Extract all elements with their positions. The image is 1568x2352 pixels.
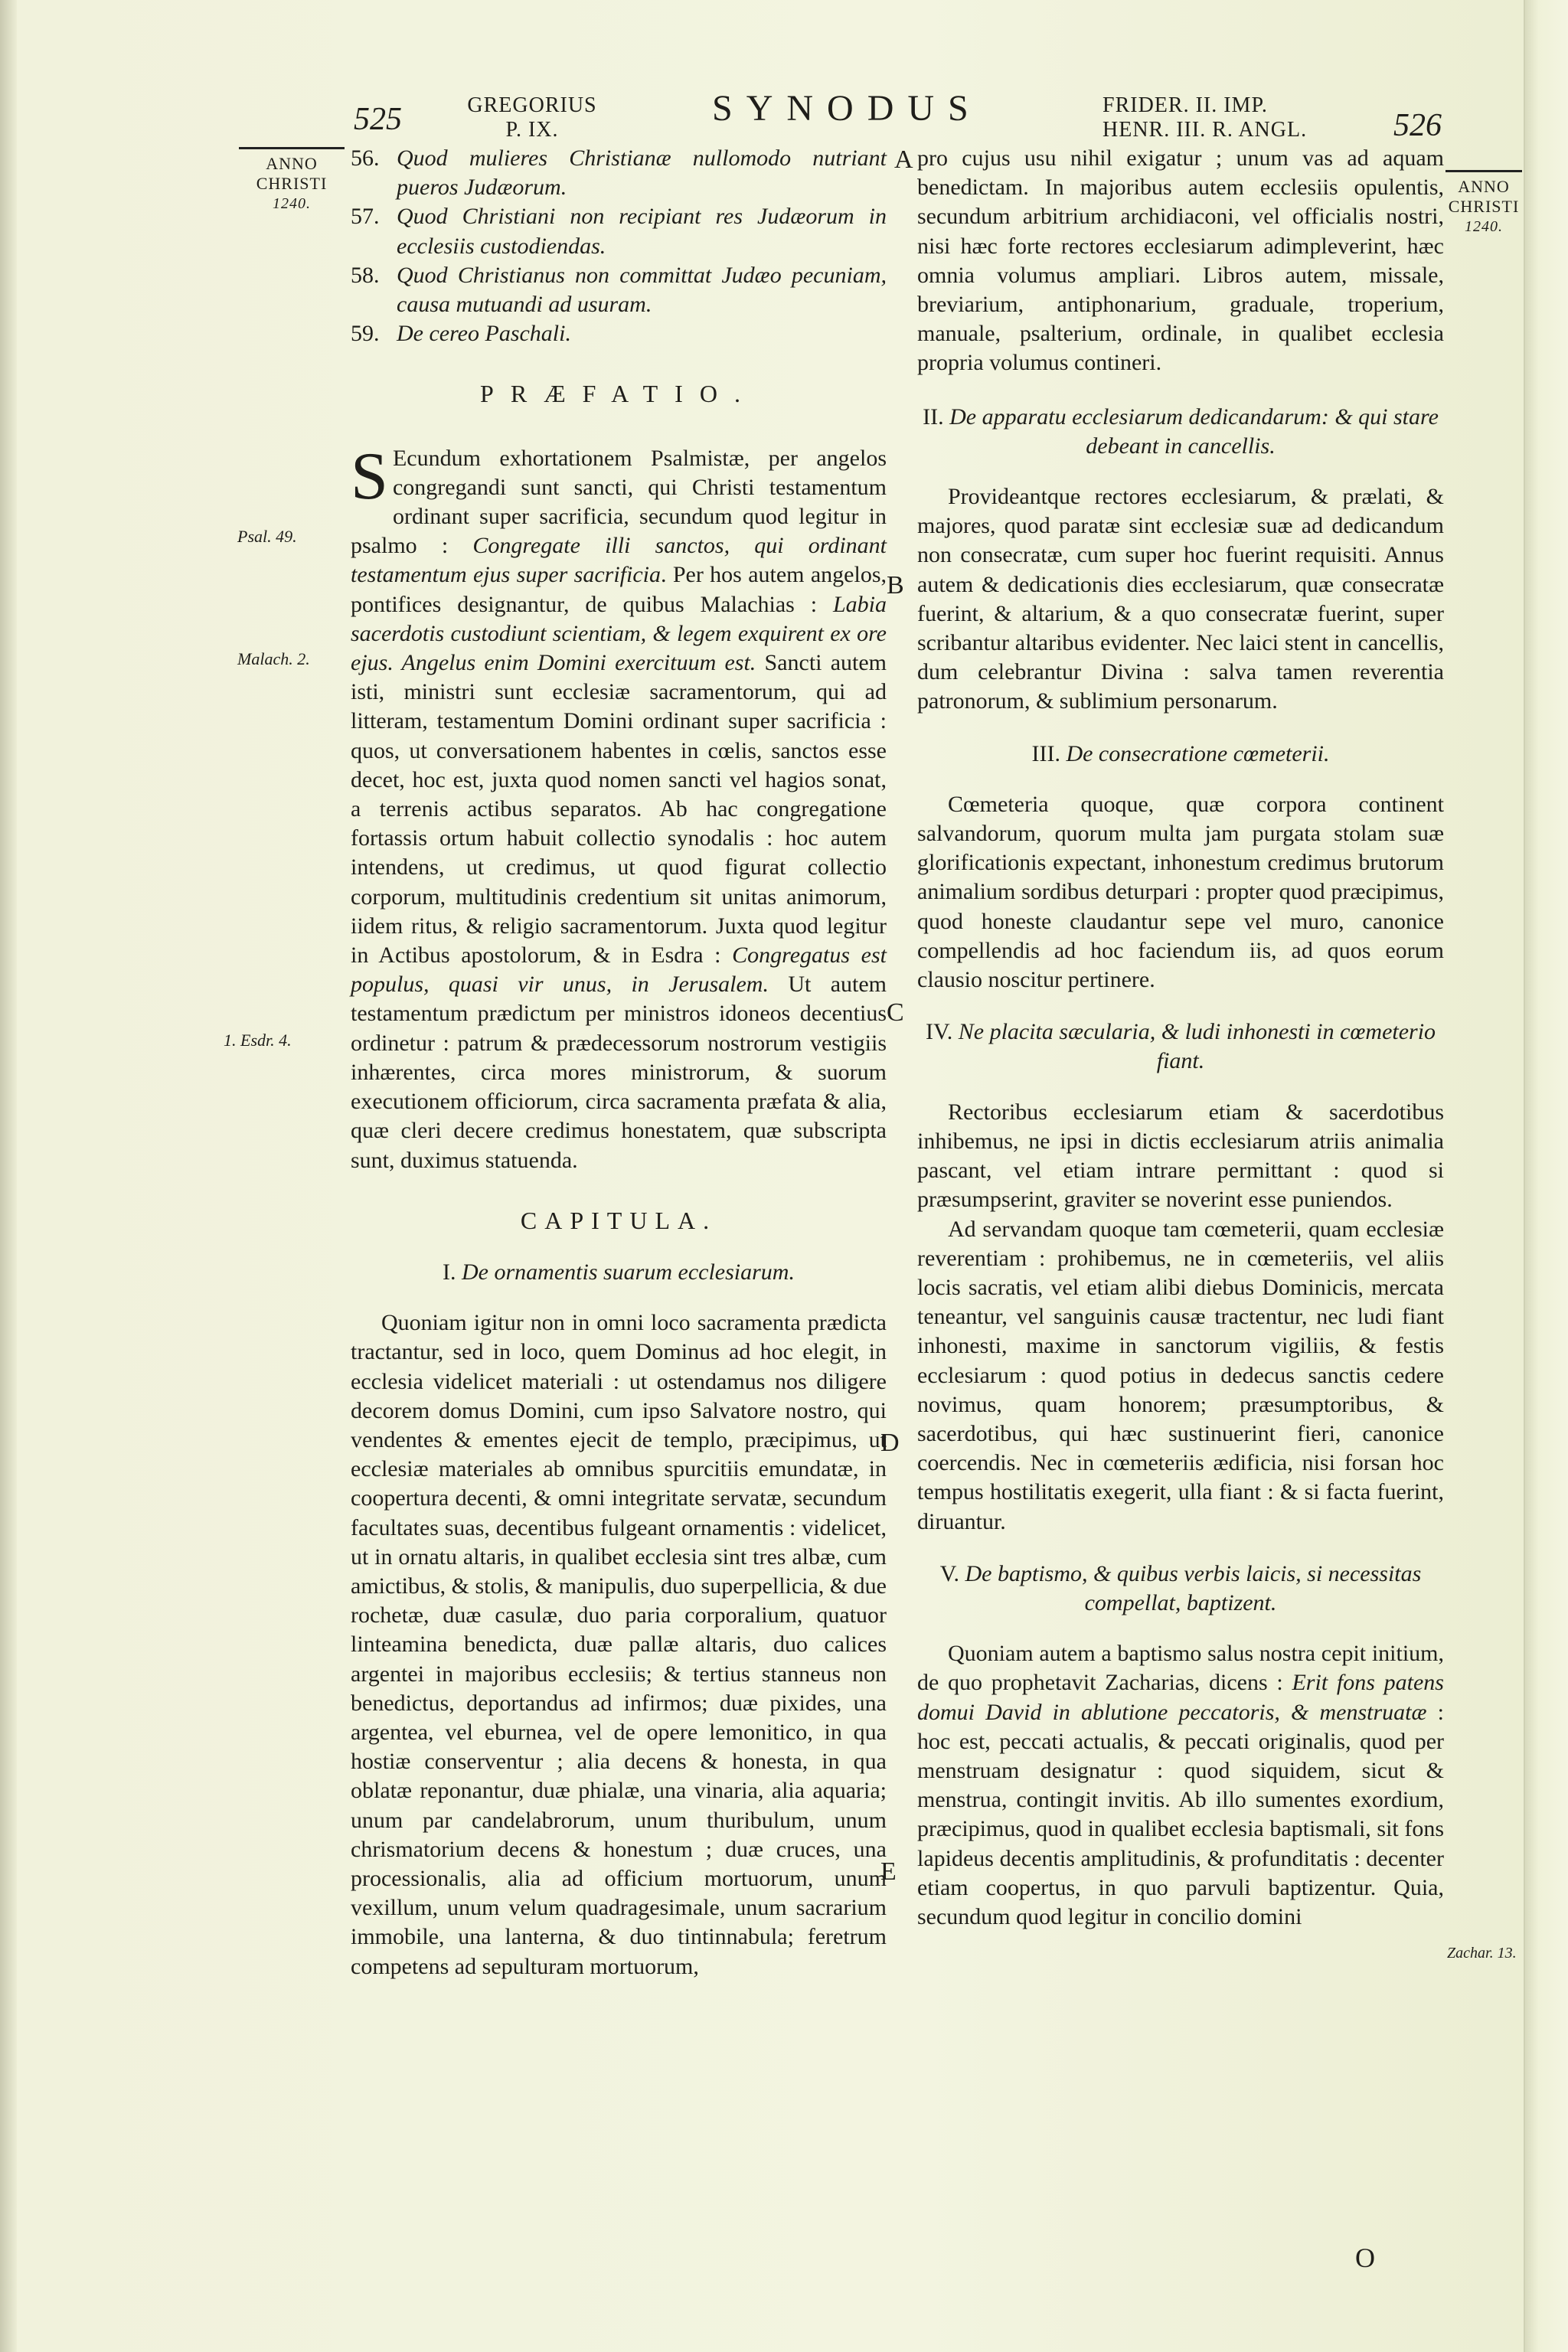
section-letter-e: E [880, 1857, 897, 1886]
catchword: O [1355, 2243, 1375, 2273]
text-span: Sancti autem isti, ministri sunt ecclesiæ sacramentorum, qui ad litteram, testamentum Domini ordinant super sacrificia : quos, ut conversationem habentes in cœlis, sanctos esse decet, hoc est, juxta quod nomen sancti vel hagios sonat, a terrenis actibus separatos. Ab hac congregatione fortassis ortum habuit collectio synodalis : hoc autem intendens, ut credimus, ut quod figurat collectio corporum, multitudinis credentium sit unitas animorum, iidem ritus, & religio sacramentorum. Juxta quod legitur in Actibus apostolorum, & in Esdra : [351, 650, 887, 969]
list-item [351, 319, 887, 348]
item-text: Quod Christiani non recipiant res Judæorum in ecclesiis custodiendas. [397, 204, 887, 259]
next-page-edge [1524, 0, 1568, 2352]
list-item [351, 261, 887, 319]
chapter-title-text: Ne placita sæcularia, & ludi inhonesti in cœmeterio fiant. [958, 1019, 1436, 1074]
anno-year: 1240. [273, 195, 311, 212]
item-text: Quod Christianus non committat Judæo pecuniam, causa mutuandi ad usuram. [397, 262, 887, 318]
chapter-text: Rectoribus ecclesiarum etiam & sacerdotibus inhibemus, ne ipsi in dictis ecclesiarum atriis animalia pascant, vel etiam intrare permittant : quod si præsumpserint, graviter se noverint esse puniendos. [917, 1099, 1444, 1213]
margin-rule [239, 147, 345, 149]
margin-note-psal: Psal. 49. [237, 527, 297, 546]
page-title: SYNODUS [712, 88, 982, 129]
margin-note-zachar: Zachar. 13. [1447, 1945, 1517, 1962]
left-running-head [459, 93, 605, 142]
margin-rule [1446, 170, 1522, 172]
chapter-title-text: De baptismo, & quibus verbis laicis, si necessitas compellat, baptizent. [965, 1560, 1422, 1615]
running-head-line: P. IX. [505, 118, 559, 142]
chapter-title [351, 1258, 887, 1287]
left-column [351, 144, 887, 1981]
anno-label: CHRISTI [256, 174, 328, 193]
psalm-quote: Congregate illi sanctos, qui ordinant testamentum ejus super sacrificia [351, 533, 887, 588]
text-span: : hoc est, peccati actualis, & peccati originalis, quod per menstruam designatur : quod siquidem, sicut & menstrua, contingit invitis. Ab illo sumentes exordium, præcipimus, quod in qualibet ecclesia baptismali, sit fons lapideus decentis amplitudinis, & profunditatis : decenter etiam coopertus, in quo parvuli baptizentur. Quia, secundum quod legitur in concilio domini [917, 1699, 1444, 1929]
chapter-number: I. [443, 1259, 456, 1285]
chapter-number: IV. [925, 1019, 953, 1045]
text-span: Ecundum exhortationem Psalmistæ, per angelos congregandi sunt sancti, qui Christi testamentum ordinant super sacrificia, secundum quod legitur in psalmo [351, 445, 887, 559]
section-letter-a: A [894, 145, 913, 174]
running-head-line: GREGORIUS [467, 93, 597, 117]
capitula-heading: CAPITULA. [520, 1206, 717, 1234]
chapter-title [917, 1560, 1444, 1618]
chapter-title [917, 1018, 1444, 1076]
item-text: De cereo Paschali. [397, 321, 571, 347]
continued-text: pro cujus usu nihil exigatur ; unum vas ad aquam benedictam. In majoribus autem ecclesiis opulentis, secundum arbitrium archidiaconi, vel officialis nostri, nisi hæc forte rectores ecclesiarum adimpleverint, hæc omnia volumus ampliari. Libros autem, missale, breviarium, antiphonarium, graduale, troperium, manuale, psalterium, ordinale, in qualibet ecclesia propria volumus contineri. [917, 145, 1444, 376]
item-number: 56. [351, 145, 380, 171]
chapter-list [351, 144, 887, 348]
praefatio-heading: PRÆFATIO. [480, 380, 757, 408]
item-number: 57. [351, 204, 380, 230]
text-span: Quoniam autem a baptismo salus nostra cepit initium, de quo prophetavit Zacharias, dicens : [917, 1641, 1444, 1696]
page-gutter [0, 0, 17, 2352]
item-text: Quod mulieres Christianæ nullomodo nutriant pueros Judæorum. [397, 145, 887, 201]
chapter-text [917, 1639, 1444, 1932]
anno-label: ANNO [266, 154, 318, 173]
anno-christi-right [1446, 170, 1522, 237]
chapter-number: V. [939, 1560, 959, 1586]
drop-cap: S [351, 439, 388, 514]
left-page-number: 525 [354, 102, 402, 137]
right-page-number: 526 [1393, 108, 1442, 143]
chapter-text: Provideantque rectores ecclesiarum, & prælati, & majores, quod paratæ sint ecclesiæ suæ ad dedicandum non consecratæ, cum super hoc fuerint requisiti. Annus autem & dedicationis dies ecclesiarum, quæ consecratæ fuerint, & altarium, & a quo consecratæ fuerint, super scribantur altaribus evidenter. Nec laici stent in cancellis, dum celebrantur Divina : salva tamen reverentia patronorum, & sublimium personarum. [917, 484, 1444, 714]
chapter-text: Ad servandam quoque tam cœmeterii, quam ecclesiæ reverentiam : prohibemus, ne in cœmeteriis, vel aliis locis sacratis, vel etiam alibi diebus Dominicis, mercata teneantur, vel sanguinis causæ tractentur, nec ludi fiant inhonesti, maxime in sanctorum vigiliis, & festis ecclesiarum : quod potius in dedecus sanctis cedere novimus, quam honorem; præsumptoribus, & sacerdotibus, qui hæc sustinuerint fieri, canonice coercendis. Nec in cœmeteriis ædificia, nisi forsan hoc tempus hostilitatis exegerit, ulla fiant : & si facta fuerint, diruantur. [917, 1216, 1444, 1534]
esdras-quote: Congregatus est populus, quasi vir unus, in Jerusalem. [351, 942, 887, 998]
anno-year: 1240. [1465, 218, 1503, 235]
section-letter-b: B [887, 571, 904, 599]
chapter-title [917, 403, 1444, 461]
anno-label: CHRISTI [1448, 197, 1520, 216]
text-span: Ut autem testamentum prædictum per ministros idoneos decentius ordinetur : patrum & prædecessorum nostrorum vestigiis inhærentes, circa mores ministrorum, & suorum executionem officiorum, circa sacramenta præfata & alia, quæ cleri decere credimus honestatem, quæ subscripta sunt, duximus statuenda. [351, 972, 887, 1173]
list-item [351, 202, 887, 260]
chapter-text: Cœmeteria quoque, quæ corpora continent salvandorum, quorum multa jam purgata stolam suæ glorificationis expectant, inhonestum credimus brutorum animalium sordibus deturpari : propter quod præcipimus, quod honeste claudantur sepe vel muro, canonice compellendis ad hoc faciendum iis, ad quos eorum clausio noscitur pertinere. [917, 791, 1444, 993]
item-number: 59. [351, 321, 380, 347]
margin-note-malach: Malach. 2. [237, 649, 310, 668]
chapter-title [917, 740, 1444, 769]
chapter-title-text: De ornamentis suarum ecclesiarum. [462, 1259, 795, 1285]
anno-christi-left [239, 147, 345, 214]
anno-label: ANNO [1458, 177, 1510, 196]
chapter-title-text: De consecratione cœmeterii. [1066, 740, 1330, 766]
right-running-head [1102, 93, 1348, 142]
praefatio-text: S Ecundum exhortationem Psalmistæ, per angelos congregandi sunt sancti, qui Christi testamentum ordinant super sacrificia, secundum quod legitur in psalmo : Congregate illi sanctos, qui ordinant testamentum ejus super sacrificia. Per hos autem angelos, pontifices designantur, de quibus Malachias : Labia sacerdotis custodiunt scientiam, & legem exquirent ex ore ejus. Angelus enim Domini exercituum est. Sancti autem isti, ministri sunt ecclesiæ sacramentorum, qui ad litteram, testamentum Domini ordinant super sacrificia : quos, ut conversationem habentes in cœlis, sanctos esse decet, hoc est, juxta quod nomen sancti vel hagios sonat, a terrenis actibus separatos. Ab hac congregatione fortassis ortum habuit collectio synodalis : hoc autem intendens, ut credimus, ut quod figurat collectio corporum, multitudinis credentium sit unitas animorum, iidem ritus, & religio sacramentorum. Juxta quod legitur in Actibus apostolorum, & in Esdra : Congregatus est populus, quasi vir unus, in Jerusalem. Ut autem testamentum prædictum per ministros idoneos decentius ordinetur : patrum & prædecessorum nostrorum vestigiis inhærentes, circa mores ministrorum, & suorum executionem officiorum, circa sacramenta præfata & alia, quæ cleri decere credimus honestatem, quæ subscripta sunt, duximus statuenda. [351, 439, 887, 1173]
section-letter-c: C [887, 998, 904, 1027]
malachi-quote: Labia sacerdotis custodiunt scientiam, & legem exquirent ex ore ejus. Angelus enim Domini exercituum est. [351, 591, 887, 676]
list-item [351, 144, 887, 202]
chapter-title-text: De apparatu ecclesiarum dedicandarum: & qui stare debeant in cancellis. [949, 403, 1439, 459]
chapter-number: II. [923, 403, 944, 430]
item-number: 58. [351, 262, 380, 288]
zacharias-quote: Erit fons patens domui David in ablutione peccatoris, & menstruatæ [917, 1670, 1444, 1725]
running-head-line: HENR. III. R. ANGL. [1102, 118, 1308, 142]
text-span: . Per hos autem angelos, pontifices designantur, de quibus Malachias : [351, 562, 887, 617]
chapter-number: III. [1031, 740, 1060, 766]
margin-note-esdr: 1. Esdr. 4. [224, 1031, 292, 1050]
chapter-text: Quoniam igitur non in omni loco sacramenta prædicta tractantur, sed in loco, quem Dominus ad hoc elegit, in ecclesia videlicet materiali : ut ostendamus nos diligere decorem domus Domini, cum ipso Salvatore nostro, qui vendentes & ementes ejecit de templo, præcipimus, ut ecclesiæ materiales ab omnibus spurcitiis emundatæ, in coopertura decenti, & omni integritate servatæ, secundum facultates suas, decentibus fulgeant ornamentis : videlicet, ut in ornatu altaris, in qualibet ecclesia sint tres albæ, cum amictibus, & stolis, & manipulis, duo superpellicia, & due rochetæ, duæ casulæ, duo paria corporalium, quatuor linteamina benedicta, duæ pallæ altaris, duo calices argentei in majoribus ecclesiis; & tertius stanneus non benedictus, deportandus ad infirmos; duæ pixides, una argentea, vel eburnea, vel de opere lemonitico, in qua hostiæ conserventur ; alia decens & honesta, in qua oblatæ reponantur, duæ phialæ, una vinaria, alia aquaria; unum par candelabrorum, unum thuribulum, unum chrismatorium decens & honestum ; duæ cruces, una processionalis, alia ad officium mortuorum, unum vexillum, unum velum quadragesimale, unum sacrarium immobile, una lanterna, & duo tintinnabula; feretrum competens ad sepulturam mortuorum, [351, 1310, 887, 1979]
section-letter-d: D [880, 1429, 900, 1457]
right-column [917, 144, 1444, 1932]
running-head-line: FRIDER. II. IMP. [1102, 93, 1268, 117]
